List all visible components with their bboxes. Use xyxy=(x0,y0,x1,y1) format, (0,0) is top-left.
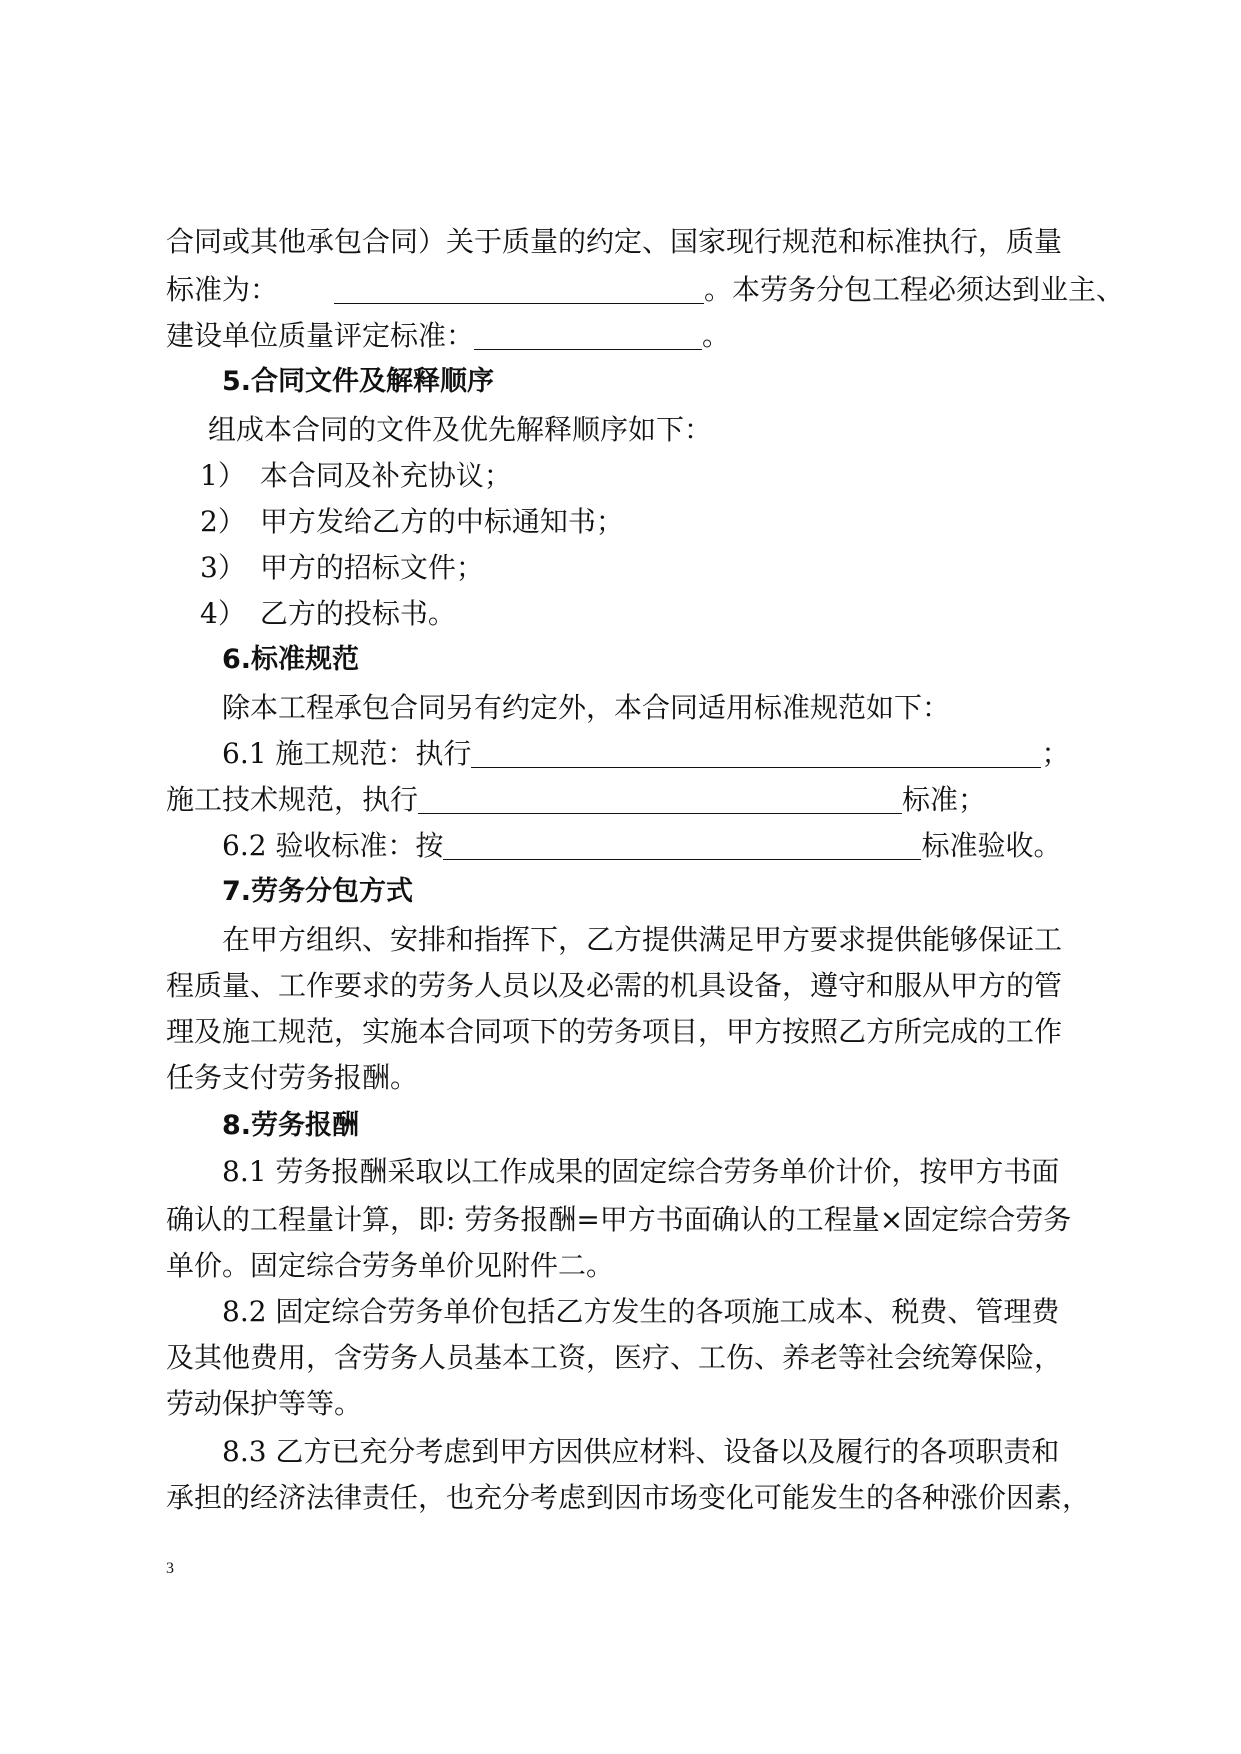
item-number: 4） xyxy=(200,597,246,630)
technical-spec-label: 施工技术规范，执行 xyxy=(166,783,419,816)
item-number: 2） xyxy=(200,505,246,538)
clause-6-2-label: 6.2 验收标准：按 xyxy=(222,829,444,862)
item-text: 甲方发给乙方的中标通知书； xyxy=(259,505,624,538)
construction-spec-blank[interactable] xyxy=(471,737,1041,768)
section-5-item xyxy=(200,594,456,634)
clause-8-2-line: 劳动保护等等。 xyxy=(166,1387,363,1420)
clause-8-1-line: 确认的工程量计算，即: 劳务报酬=甲方书面确认的工程量×固定综合劳务 xyxy=(166,1203,1072,1236)
section-8-heading: 8.劳务报酬 xyxy=(222,1110,360,1141)
clause-8-3-line: 承担的经济法律责任，也充分考虑到因市场变化可能发生的各种涨价因素， xyxy=(166,1481,1091,1514)
clause-8-2-line: 8.2 固定综合劳务单价包括乙方发生的各项施工成本、税费、管理费 xyxy=(222,1295,1060,1328)
clause-6-2 xyxy=(222,826,1061,866)
section-7-line: 程质量、工作要求的劳务人员以及必需的机具设备，遵守和服从甲方的管 xyxy=(166,969,1063,1002)
section-5-item xyxy=(200,456,512,496)
clause-6-1-suffix: ； xyxy=(1041,737,1070,770)
section-7-line: 在甲方组织、安排和指挥下，乙方提供满足甲方要求提供能够保证工 xyxy=(222,923,1063,956)
quality-line-3-suffix: 。 xyxy=(702,319,731,352)
section-7-heading: 7.劳务分包方式 xyxy=(222,876,414,907)
quality-line-3 xyxy=(166,316,730,356)
section-5-item xyxy=(200,502,624,542)
clause-8-2-line: 及其他费用，含劳务人员基本工资，医疗、工伤、养老等社会统筹保险， xyxy=(166,1341,1063,1374)
section-6-heading: 6.标准规范 xyxy=(222,644,360,675)
clause-8-3-line: 8.3 乙方已充分考虑到甲方因供应材料、设备以及履行的各项职责和 xyxy=(222,1435,1060,1468)
clause-6-2-suffix: 标准验收。 xyxy=(921,829,1062,862)
item-number: 1） xyxy=(200,459,246,492)
clause-6-1-technical xyxy=(166,780,986,820)
quality-line-1 xyxy=(166,222,1062,262)
evaluation-standard-label: 建设单位质量评定标准： xyxy=(166,319,475,352)
quality-line-2-suffix: 。本劳务分包工程必须达到业主、 xyxy=(704,273,1125,306)
section-7-line: 任务支付劳务报酬。 xyxy=(166,1061,419,1094)
quality-standard-blank[interactable] xyxy=(334,273,704,304)
quality-standard-label: 标准为： xyxy=(166,273,279,306)
section-6-intro: 除本工程承包合同另有约定外，本合同适用标准规范如下： xyxy=(222,691,951,724)
item-number: 3） xyxy=(200,551,246,584)
clause-6-1-label: 6.1 施工规范：执行 xyxy=(222,737,472,770)
section-5-intro: 组成本合同的文件及优先解释顺序如下： xyxy=(208,413,713,446)
section-5-heading: 5.合同文件及解释顺序 xyxy=(222,366,495,397)
page-number: 3 xyxy=(166,1560,174,1577)
technical-spec-suffix: 标准； xyxy=(902,783,987,816)
clause-6-1 xyxy=(222,734,1069,774)
item-text: 乙方的投标书。 xyxy=(259,597,456,630)
clause-8-1-line: 8.1 劳务报酬采取以工作成果的固定综合劳务单价计价，按甲方书面 xyxy=(222,1155,1060,1188)
section-5-item xyxy=(200,548,484,588)
quality-line-1-text: 合同或其他承包合同）关于质量的约定、国家现行规范和标准执行，质量 xyxy=(166,225,1063,258)
technical-spec-blank[interactable] xyxy=(418,783,902,814)
quality-line-2 xyxy=(166,270,1124,310)
item-text: 本合同及补充协议； xyxy=(259,459,512,492)
item-text: 甲方的招标文件； xyxy=(259,551,484,584)
section-7-line: 理及施工规范，实施本合同项下的劳务项目，甲方按照乙方所完成的工作 xyxy=(166,1015,1063,1048)
clause-8-1-line: 单价。固定综合劳务单价见附件二。 xyxy=(166,1249,615,1282)
evaluation-standard-blank[interactable] xyxy=(474,319,702,350)
acceptance-standard-blank[interactable] xyxy=(443,829,921,860)
